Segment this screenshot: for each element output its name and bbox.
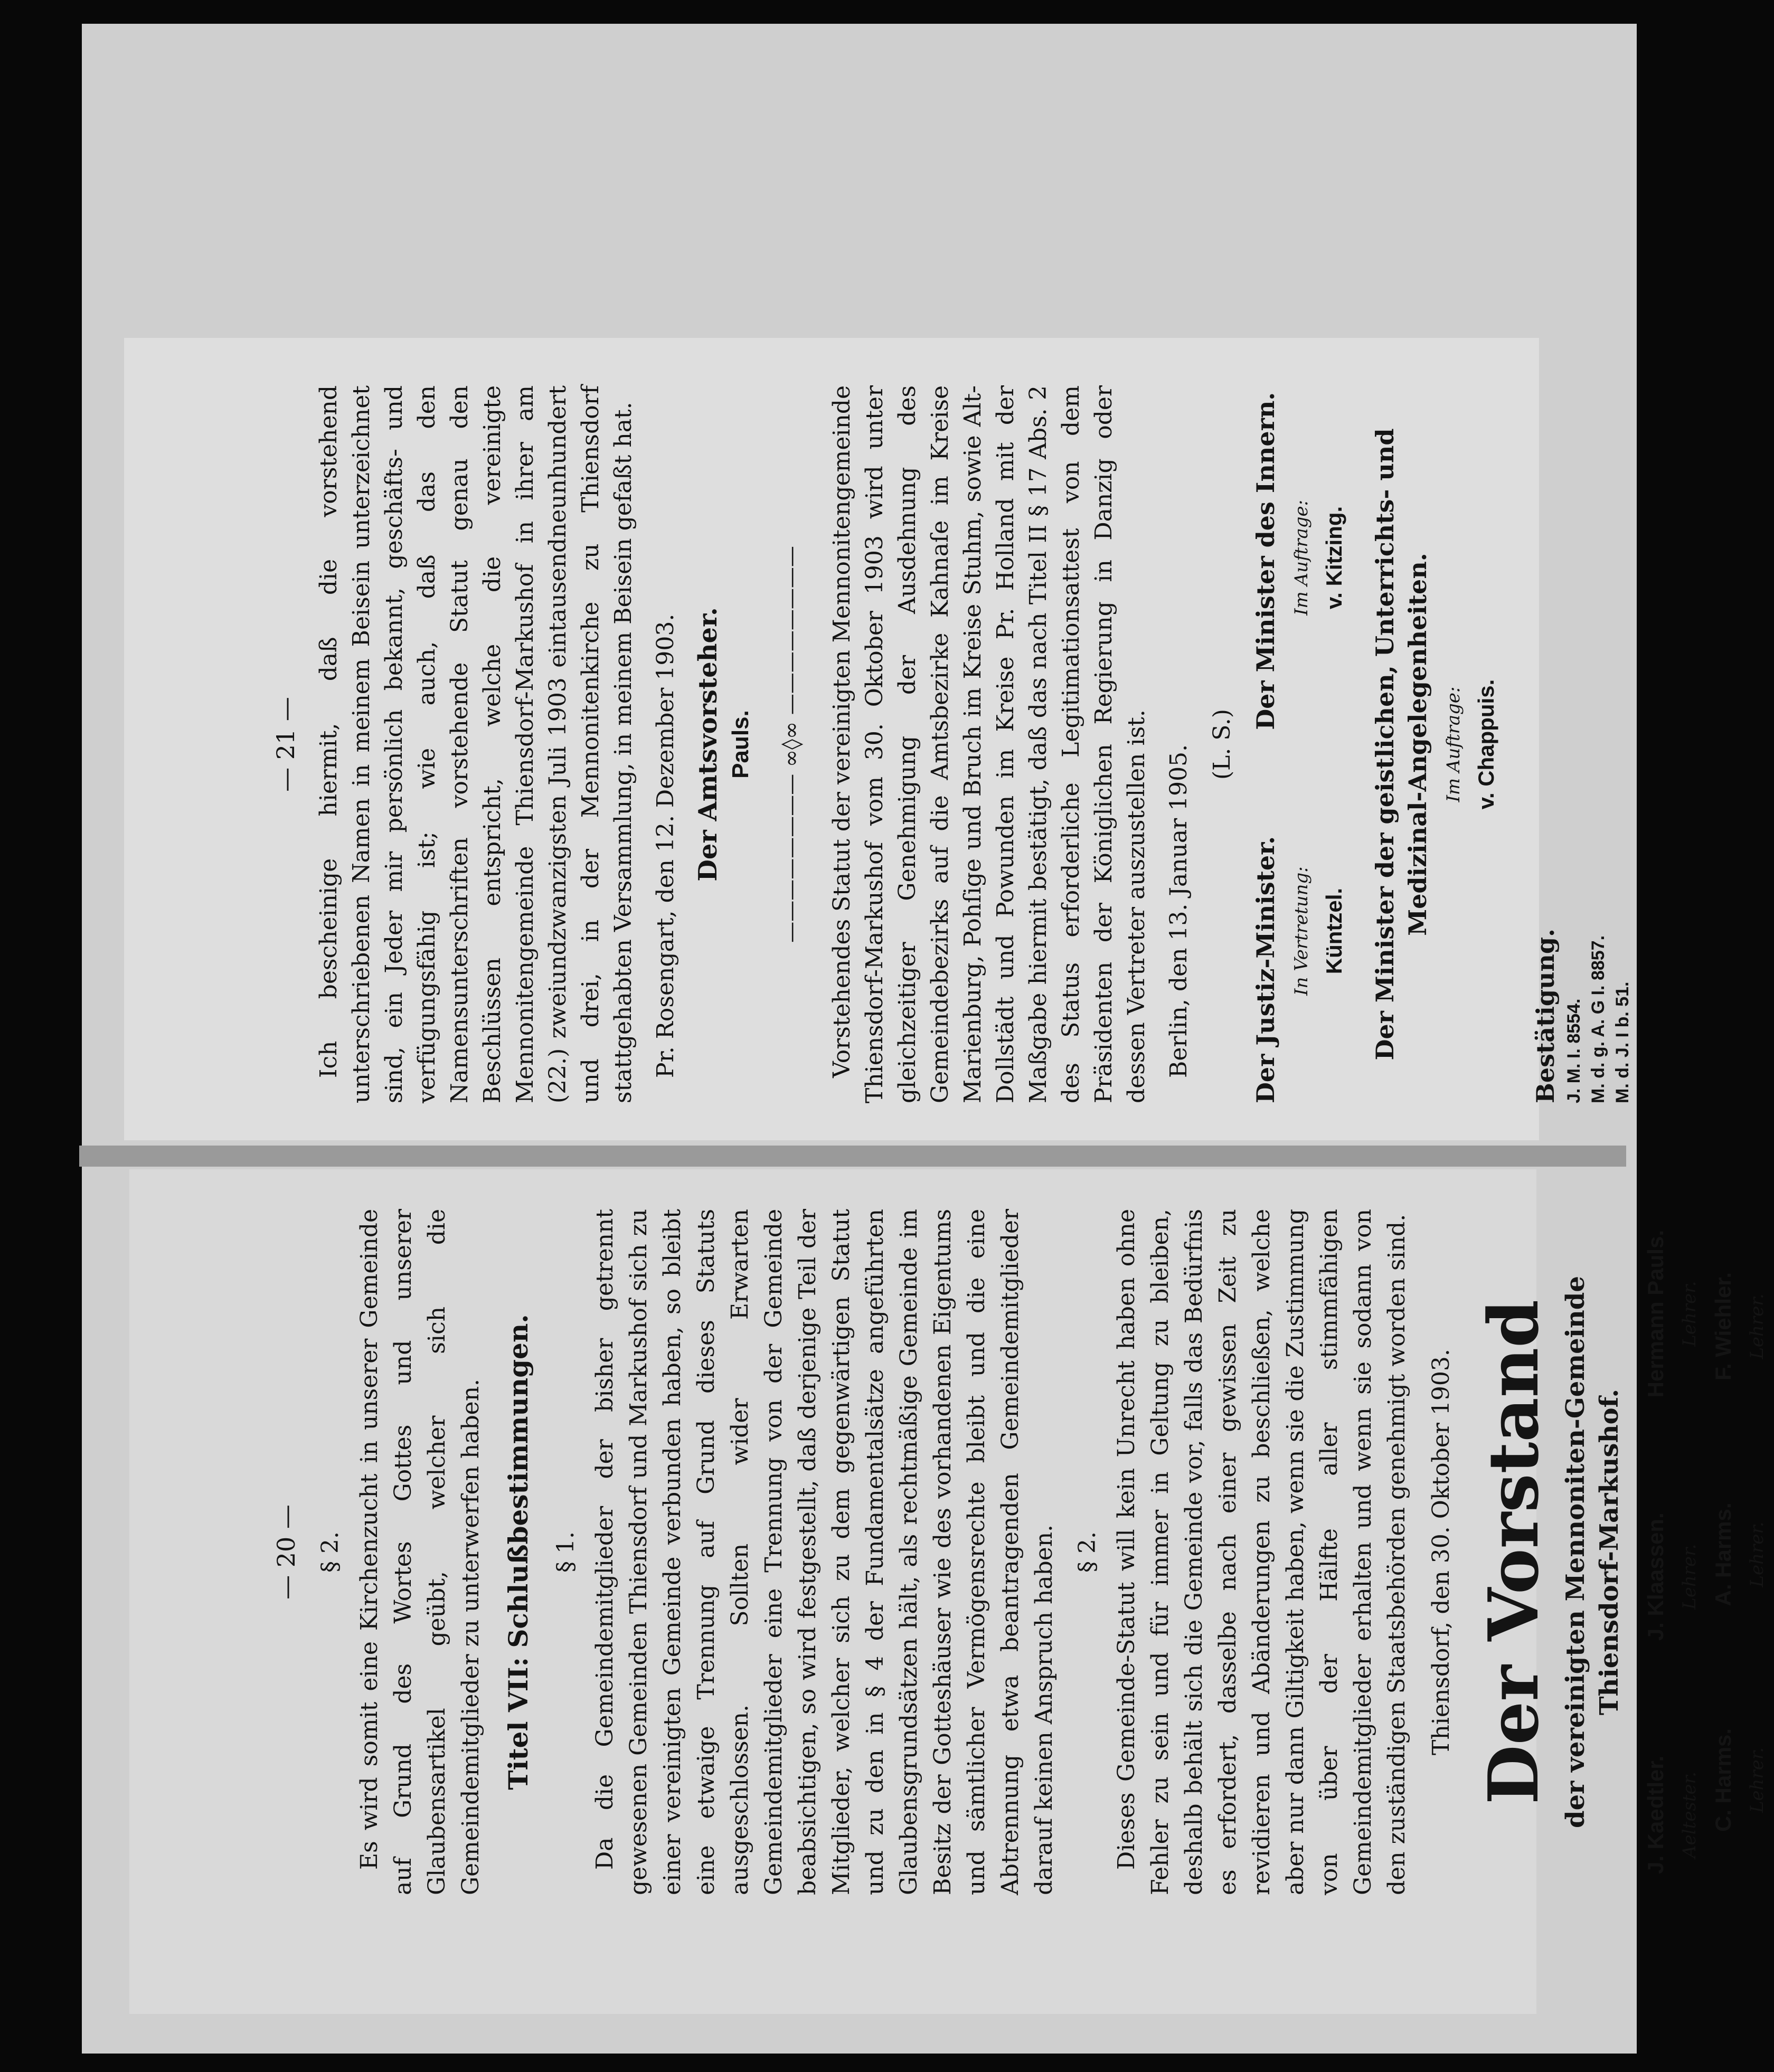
- place-date: Berlin, den 13. Januar 1905.: [1165, 744, 1192, 1078]
- seal-mark: (L. S.): [1209, 708, 1235, 780]
- signer: [1639, 1756, 1706, 1874]
- signer-name: F. Wiehler.: [1711, 1272, 1735, 1381]
- paragraph: Vorstehendes Statut der vereinigten Mennonitengemeinde Thiensdorf-Markushof vom 30. Oktober 1903 wird unter gleichzeitiger Genehmigung der Ausdehnung des Gemeindebezirks auf die Amtsbezirke Kahnaſe im Kreise Marienburg, Pohſige und Bruch im Kreise Stuhm, sowie Alt-Dollstädt und Powunden im Kreise Pr. Holland mit der Maßgabe hiermit bestätigt, daß das nach Titel II § 17 Abs. 2 des Status erforderliche Legitimationsattest von dem Präsidenten der Königlichen Regierung in Danzig oder dessen Vertreter auszustellen ist.: [828, 385, 1150, 1103]
- official-name: Pauls.: [728, 710, 753, 779]
- interior-minister: [1249, 385, 1351, 730]
- minister-name: Küntzel.: [1322, 887, 1346, 974]
- signer-role: Aeltester.: [1679, 1772, 1700, 1858]
- justice-minister: [1249, 759, 1351, 1103]
- signer-name: A. Harms.: [1711, 1502, 1735, 1606]
- page-number: — 21 —: [271, 697, 300, 792]
- minister-name: v. Kitzing.: [1322, 506, 1346, 610]
- reference-line: M. d. J. I b. 51.: [1612, 981, 1633, 1103]
- chapter-title: Titel VII: Schlußbestimmungen.: [503, 1314, 534, 1790]
- signer-role: Lehrer.: [1747, 1521, 1768, 1587]
- minister-title: Der Minister des Innern.: [1251, 392, 1280, 730]
- official-title: Der Amtsvorsteher.: [693, 607, 723, 882]
- section-heading: § 1.: [552, 1531, 579, 1573]
- date-line: Thiensdorf, den 30. Oktober 1903.: [1428, 1349, 1455, 1755]
- book-spine: [79, 1146, 1626, 1167]
- confirmation-title: Bestätigung.: [1531, 928, 1560, 1103]
- paragraph: Ich bescheinige hiermit, daß die vorstehend unterschriebenen Namen in meinem Beisein unterzeichnet sind, ein Jeder mir persönlich bekannt, geschäfts- und verfügungsfähig ist; wie auch, daß das den Namensunterschriften vorstehende Statut genau den Beschlüssen entspricht, welche die vereinigte Mennonitengemeinde Thiensdorf-Markushof in ihrer am (22.) zweiundzwanzigsten Juli 1903 eintausendneunhundert und drei, in der Mennonitenkirche zu Thiensdorf stattgehabten Versammlung, in meinem Beisein gefaßt hat.: [315, 385, 637, 1103]
- signer-name: Hermann Pauls.: [1643, 1230, 1668, 1398]
- signature-row: [1639, 1209, 1706, 1895]
- minister-sub: Im Auftrage:: [1443, 686, 1464, 802]
- minister-title: Der Justiz-Minister.: [1251, 836, 1280, 1103]
- minister-name: v. Chappuis.: [1474, 679, 1498, 810]
- signer-name: J. Kaedtler.: [1643, 1755, 1668, 1874]
- page-21: [269, 385, 1633, 1103]
- page-number: — 20 —: [272, 1505, 300, 1600]
- reference-line: J. M. I. 8554.: [1564, 998, 1584, 1103]
- signer: [1706, 1272, 1774, 1380]
- board-subtitle: der vereinigten Mennoniten-Gemeinde Thiensdorf-Markushof.: [1561, 1276, 1624, 1828]
- paragraph: Dieses Gemeinde-Statut will kein Unrecht haben ohne Fehler zu sein und für immer in Geltung zu bleiben, deshalb behält sich die Gemeinde vor, falls das Bedürfnis es erfordert, dasselbe nach einer gewissen Zeit zu revidieren und Abänderungen zu beschließen, welche aber nur dann Giltigkeit haben, wenn sie die Zustimmung von über der Hälfte aller stimmfähigen Gemeindemitglieder erhalten und wenn sie sodann von den zuständigen Staatsbehörden genehmigt worden sind.: [1113, 1209, 1410, 1895]
- confirmation-block: [1529, 385, 1635, 1103]
- culture-minister: [1437, 385, 1503, 1103]
- paragraph: Da die Gemeindemitglieder der bisher getrennt gewesenen Gemeinden Thiensdorf und Markushof sich zu einer vereinigten Gemeinde verbunden haben, so bleibt eine etwaige Trennung auf Grund dieses Statuts ausgeschlossen. Sollten wider Erwarten Gemeindemitglieder eine Trennung von der Gemeinde beabsichtigen, so wird festgestellt, daß derjenige Teil der Mitglieder, welcher sich zu dem gegenwärtigen Statut und zu den in § 4 der Fundamentalsätze angeführten Glaubensgrundsätzen hält, als rechtmäßige Gemeinde im Besitz der Gotteshäuser wie des vorhandenen Eigentums und sämtlicher Vermögensrechte bleibt und die eine Abtrennung etwa beantragenden Gemeindemitglieder darauf keinen Anspruch haben.: [591, 1209, 1058, 1895]
- signer-role: Lehrer.: [1747, 1293, 1768, 1359]
- board-title: Der Vorstand: [1473, 1299, 1554, 1805]
- place-date: Pr. Rosengart, den 12. Dezember 1903.: [652, 613, 679, 1078]
- page-20: [269, 1209, 1768, 1895]
- signer: [1639, 1230, 1706, 1397]
- minister-sub: In Vertretung:: [1291, 866, 1312, 996]
- signer-name: C. Harms.: [1711, 1728, 1735, 1832]
- minister-sub: Im Auftrage:: [1291, 499, 1312, 616]
- paragraph: Es wird somit eine Kirchenzucht in unserer Gemeinde auf Grund des Wortes Gottes und unserer Glaubensartikel geübt, welcher sich die Gemeindemitglieder zu unterwerfen haben.: [356, 1209, 484, 1895]
- signer-role: Lehrer.: [1747, 1747, 1768, 1813]
- signer: [1706, 1728, 1774, 1832]
- minister-signatures: [1249, 385, 1351, 1103]
- section-heading: § 2.: [1074, 1531, 1101, 1573]
- signer: [1639, 1512, 1706, 1641]
- signer-name: J. Klaassen.: [1643, 1512, 1668, 1641]
- culture-minister-title: Der Minister der geistlichen, Unterrichts- und Medizinal-Angelegenheiten.: [1371, 428, 1432, 1061]
- reference-line: M. d. g. A. G I. 8857.: [1588, 935, 1608, 1103]
- signer: [1706, 1502, 1774, 1606]
- section-heading: § 2.: [317, 1531, 344, 1573]
- signer-role: Lehrer.: [1679, 1281, 1700, 1347]
- signature-row: [1706, 1209, 1774, 1895]
- ornament-divider: ———————— ∞◊∞ ————————: [779, 546, 804, 943]
- signer-role: Lehrer.: [1679, 1544, 1700, 1610]
